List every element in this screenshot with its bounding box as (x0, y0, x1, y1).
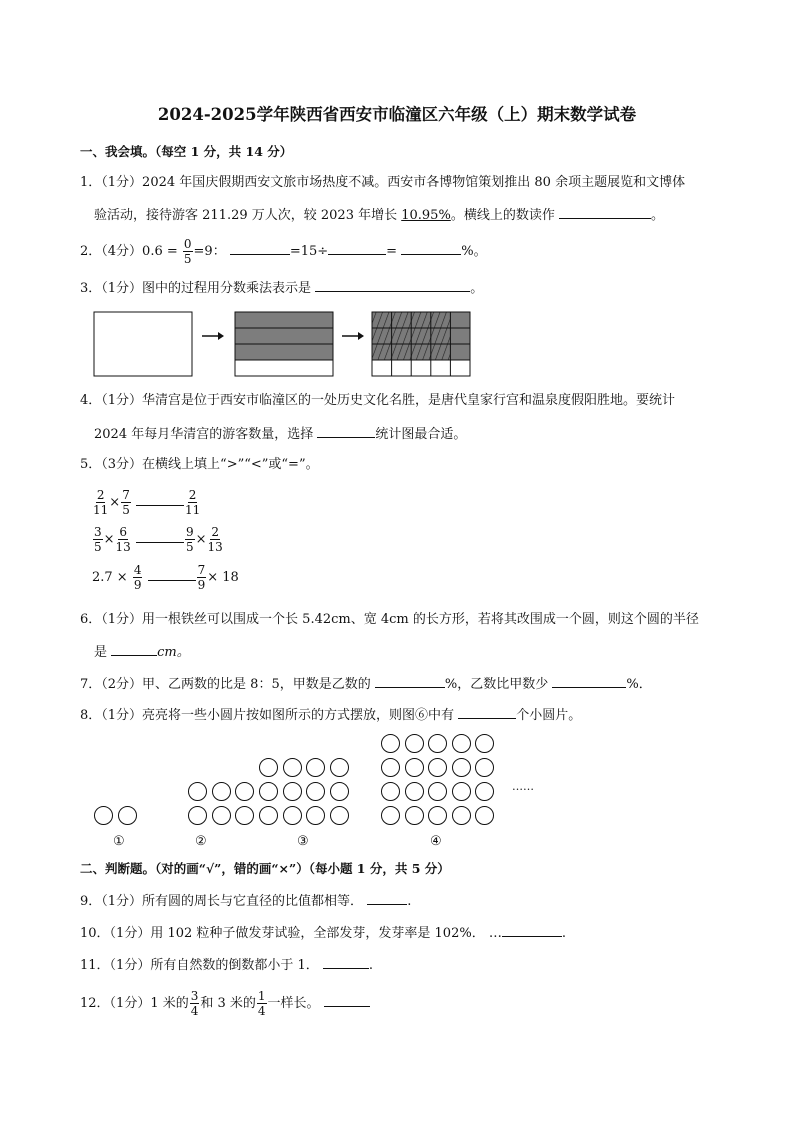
q3-answer-blank[interactable] (315, 278, 470, 292)
circle-piece (452, 758, 471, 777)
circle-piece (475, 734, 494, 753)
q7-line (80, 674, 652, 694)
fraction (116, 525, 131, 554)
q6-unit: cm。 (157, 645, 190, 660)
denominator: 9 (133, 578, 142, 592)
denominator: 9 (197, 578, 206, 592)
circle-piece (428, 758, 447, 777)
circle-piece (475, 806, 494, 825)
circle-piece (475, 758, 494, 777)
q5-blank-3[interactable] (148, 564, 196, 581)
page-title: 2024-2025学年陕西省西安市临潼区六年级（上）期末数学试卷 (157, 105, 637, 124)
q2-text-e: %。 (461, 244, 487, 259)
shaded-three-quarters (235, 312, 333, 360)
times-sign: × (109, 495, 121, 510)
q8-text-b: 个小圆片。 (516, 708, 582, 723)
circle-piece (381, 782, 400, 801)
fraction (185, 488, 200, 517)
circle-piece (381, 806, 400, 825)
circle-piece (452, 782, 471, 801)
q5-r3-text-b: × 18 (207, 570, 239, 585)
q8-answer-blank[interactable] (458, 705, 516, 719)
q2-text-c: =15÷ (289, 244, 329, 259)
q4-line2 (94, 424, 466, 444)
numerator: 3 (190, 989, 199, 1003)
denominator: 13 (115, 540, 131, 554)
circle-piece (405, 734, 424, 753)
arrow-icon (202, 332, 224, 340)
circle-piece (212, 782, 231, 801)
denominator: 5 (122, 503, 130, 517)
numerator: 7 (122, 488, 130, 502)
denominator: 5 (94, 540, 102, 554)
q12-line (80, 988, 370, 1020)
q9-end: . (407, 894, 412, 909)
circle-piece (283, 758, 302, 777)
q6-text: 是 (94, 645, 112, 660)
q2-line (80, 237, 487, 266)
q7-blank-2[interactable] (552, 674, 626, 688)
figure-label-4: ④ (430, 834, 442, 849)
q1-answer-blank[interactable] (559, 205, 651, 219)
denominator: 5 (185, 540, 194, 554)
q9-text: 9．（1分）所有圆的周长与它直径的比值都相等． (80, 894, 364, 909)
q10-answer-blank[interactable] (502, 923, 562, 937)
q2-text: 2．（4分）0.6 = (80, 244, 178, 259)
circle-piece (428, 806, 447, 825)
q2-blank-3[interactable] (401, 241, 461, 255)
q7-text: 7．（2分）甲、乙两数的比是 8：5，甲数是乙数的 (80, 677, 375, 692)
q11-end: . (368, 958, 373, 973)
circle-piece (259, 782, 278, 801)
circle-piece (405, 758, 424, 777)
numerator: 0 (183, 237, 192, 251)
q12-text-b: 和 3 米的 (200, 996, 256, 1011)
circle-piece (235, 782, 254, 801)
circle-piece (428, 734, 447, 753)
circle-piece (188, 782, 207, 801)
q3-end: 。 (470, 281, 484, 296)
q5-row-3 (92, 562, 239, 594)
q5-r3-text: 2.7 × (92, 570, 128, 585)
times-sign: × (195, 532, 207, 547)
arrow-icon (342, 332, 364, 340)
fraction (121, 488, 131, 517)
circle-piece (94, 806, 113, 825)
circle-piece (306, 758, 325, 777)
denominator: 11 (93, 503, 109, 517)
q8-text: 8．（1分）亮亮将一些小圆片按如图所示的方式摆放，则图⑥中有 (80, 708, 459, 723)
q5-blank-1[interactable] (136, 489, 184, 506)
numerator: 7 (197, 563, 206, 577)
denominator: 4 (190, 1004, 199, 1018)
q8-line (80, 705, 581, 725)
q3-line (80, 278, 483, 298)
circle-piece (118, 806, 137, 825)
q6-line1: 6．（1分）用一根铁丝可以围成一个长 5.42cm、宽 4cm 的长方形，若将其改围成一个圆，则这个圆的半径 (80, 612, 699, 627)
fraction (133, 563, 143, 592)
q2-text-b: =9： (193, 244, 226, 259)
numerator: 2 (96, 488, 105, 502)
fraction (93, 488, 108, 517)
circle-piece (283, 806, 302, 825)
ellipsis: …… (512, 780, 534, 793)
q9-answer-blank[interactable] (367, 891, 407, 905)
fraction (190, 989, 200, 1018)
figure-label-1: ① (113, 834, 125, 849)
q1-underlined-number: 10.95% (401, 208, 451, 223)
circle-piece (188, 806, 207, 825)
circle-piece (330, 758, 349, 777)
circle-piece (381, 758, 400, 777)
section-2-heading: 二、判断题。（对的画“√”，错的画“×”）（每小题 1 分，共 5 分） (80, 861, 450, 876)
circle-piece (330, 806, 349, 825)
denominator: 13 (207, 540, 223, 554)
q3-text: 3．（1分）图中的过程用分数乘法表示是 (80, 281, 316, 296)
circle-piece (405, 806, 424, 825)
circle-piece (452, 734, 471, 753)
q11-text: 11．（1分）所有自然数的倒数都小于 1． (80, 958, 319, 973)
figure-label-3: ③ (297, 834, 309, 849)
q2-blank-2[interactable] (328, 241, 386, 255)
q7-blank-1[interactable] (375, 674, 445, 688)
q6-answer-blank[interactable] (111, 642, 157, 656)
q2-text-d: = (386, 244, 398, 259)
q10-line (80, 923, 566, 943)
q10-end: . (561, 926, 566, 941)
circle-piece (405, 782, 424, 801)
fraction (257, 989, 267, 1018)
denominator: 4 (257, 1004, 266, 1018)
whole-rectangle (94, 312, 192, 376)
section-1-heading: 一、我会填。（每空 1 分，共 14 分） (80, 144, 293, 159)
fraction (197, 563, 207, 592)
circle-piece (212, 806, 231, 825)
circle-piece (452, 806, 471, 825)
q7-text-b: %，乙数比甲数少 (444, 677, 553, 692)
q1-line2 (94, 205, 664, 225)
q6-line2 (94, 642, 190, 662)
q5-row-1 (92, 487, 201, 519)
q12-text: 12．（1分）1 米的 (80, 996, 189, 1011)
numerator: 2 (188, 488, 197, 502)
fraction (208, 525, 223, 554)
q1-text2: 。横线上的数读作 (450, 208, 559, 223)
fraction (93, 525, 103, 554)
circle-piece (381, 734, 400, 753)
q11-answer-blank[interactable] (323, 955, 369, 969)
q5-row-2 (92, 524, 224, 556)
numerator: 4 (133, 563, 142, 577)
q4-text: 2024 年每月华清宫的游客数量，选择 (94, 427, 318, 442)
q1-line1: 1．（1分）2024 年国庆假期西安文旅市场热度不减。西安市各博物馆策划推出 80 余项主题展览和文博体 (80, 175, 686, 190)
q11-line (80, 955, 373, 975)
times-sign: × (103, 532, 115, 547)
fraction (185, 525, 195, 554)
q12-answer-blank[interactable] (324, 993, 370, 1007)
q9-line (80, 891, 411, 911)
q7-text-c: %． (626, 677, 652, 692)
q5-heading: 5．（3分）在横线上填上“>”“<”或“=”。 (80, 457, 319, 472)
numerator: 2 (211, 525, 219, 539)
q5-blank-2[interactable] (136, 526, 184, 543)
circle-piece (330, 782, 349, 801)
circle-piece (259, 806, 278, 825)
circle-piece (428, 782, 447, 801)
circle-piece (306, 806, 325, 825)
denominator: 11 (184, 503, 201, 517)
fraction-process-diagram (90, 308, 480, 380)
q12-text-c: 一样长。 (267, 996, 324, 1011)
numerator: 9 (185, 525, 194, 539)
circle-piece (475, 782, 494, 801)
circle-piece (306, 782, 325, 801)
q4-text-c: 统计图最合适。 (375, 427, 467, 442)
circle-piece (283, 782, 302, 801)
numerator: 6 (119, 525, 127, 539)
figure-label-2: ② (195, 834, 207, 849)
q4-line1: 4．（1分）华清宫是位于西安市临潼区的一处历史文化名胜，是唐代皇家行宫和温泉度假阳胜地。要统计 (80, 393, 676, 408)
numerator: 3 (94, 525, 102, 539)
q2-fraction (183, 237, 193, 266)
denominator: 5 (183, 252, 192, 266)
q10-text: 10．（1分）用 102 粒种子做发芽试验，全部发芽，发芽率是 102%． … (80, 926, 502, 941)
q2-blank-1[interactable] (230, 241, 290, 255)
circle-piece (235, 806, 254, 825)
q1-text: 验活动，接待游客 211.29 万人次，较 2023 年增长 (94, 208, 402, 223)
q1-end: 。 (650, 208, 664, 223)
numerator: 1 (257, 989, 266, 1003)
circle-piece (259, 758, 278, 777)
q4-answer-blank[interactable] (317, 424, 375, 438)
